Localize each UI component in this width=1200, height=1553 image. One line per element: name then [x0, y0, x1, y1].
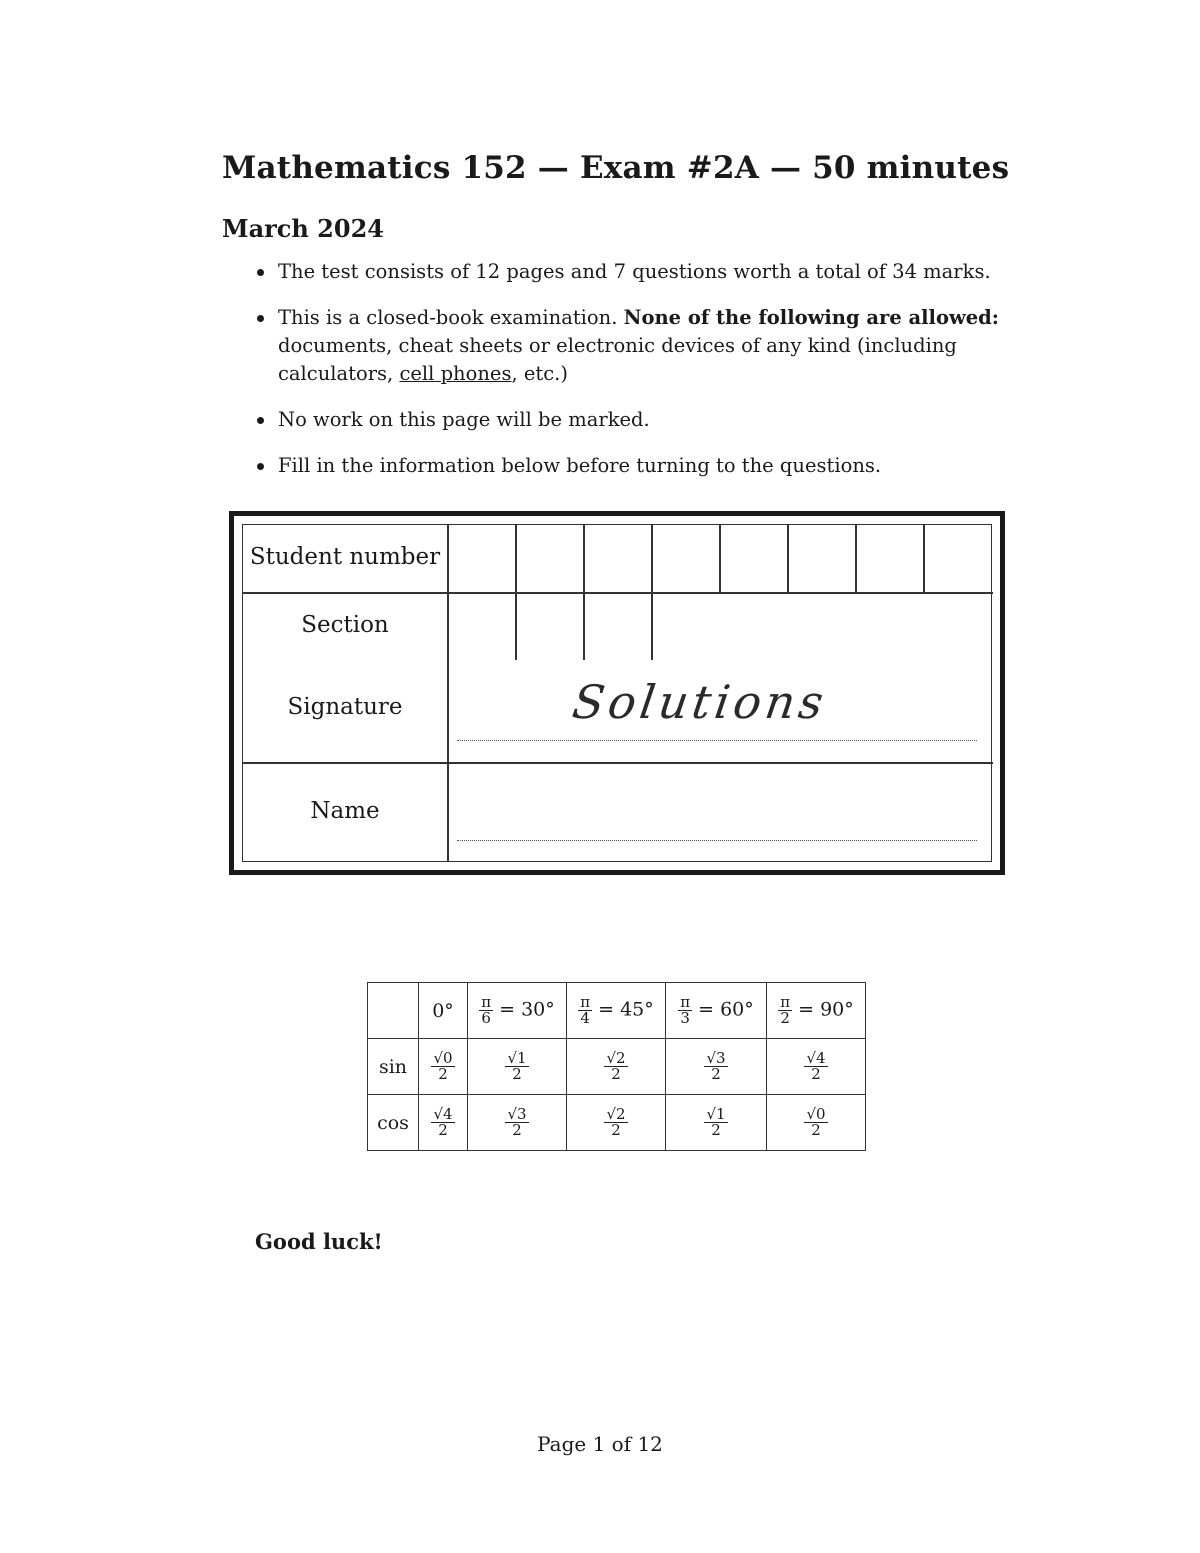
header-angle: 0°	[432, 999, 454, 1022]
good-luck-text: Good luck!	[255, 1229, 383, 1254]
table-cell	[767, 1095, 866, 1151]
signature-handwriting: Solutions	[569, 675, 831, 729]
fraction-denominator: 2	[711, 1121, 721, 1139]
student-number-cell-divider	[787, 525, 789, 592]
student-info-box	[229, 511, 1005, 875]
instruction-underlined-text: cell phones	[399, 362, 512, 385]
fraction-numerator: π	[780, 993, 791, 1011]
table-cell	[666, 1095, 767, 1151]
student-number-cell-divider	[651, 525, 653, 592]
table-cell	[666, 1039, 767, 1095]
table-cell	[468, 1039, 567, 1095]
student-number-label: Student number	[249, 544, 441, 570]
header-fraction	[578, 995, 592, 1026]
value-fraction	[604, 1051, 627, 1082]
header-fraction	[479, 995, 493, 1026]
table-cell	[419, 1095, 468, 1151]
instruction-text: Fill in the information below before turning to the questions.	[278, 454, 882, 477]
header-angle: = 90°	[798, 998, 854, 1021]
value-fraction	[604, 1107, 627, 1138]
instruction-item	[255, 258, 1025, 286]
signature-label: Signature	[287, 694, 403, 720]
fraction-numerator: √4	[433, 1105, 453, 1123]
label-column-divider	[447, 525, 449, 861]
table-header-cell	[767, 983, 866, 1039]
section-cell-divider	[651, 592, 653, 660]
fraction-numerator: √2	[606, 1049, 626, 1067]
row-label: sin	[368, 1039, 419, 1095]
fraction-numerator: √0	[433, 1049, 453, 1067]
instructions-list	[255, 258, 1025, 498]
value-fraction	[804, 1107, 827, 1138]
signature-row-divider	[243, 762, 993, 764]
student-number-cell-divider	[515, 525, 517, 592]
table-cell	[419, 1039, 468, 1095]
instruction-text: documents, cheat sheets or electronic devices of any kind (including calculators,	[278, 334, 957, 385]
fraction-denominator: 4	[580, 1009, 590, 1027]
fraction-denominator: 2	[780, 1009, 790, 1027]
fraction-numerator: π	[580, 993, 591, 1011]
fraction-numerator: √1	[507, 1049, 527, 1067]
value-fraction	[704, 1051, 727, 1082]
header-angle: = 60°	[698, 998, 754, 1021]
section-label: Section	[301, 612, 389, 638]
fraction-denominator: 6	[481, 1009, 491, 1027]
fraction-numerator: √0	[806, 1105, 826, 1123]
table-header-cell	[567, 983, 666, 1039]
trig-header-row	[368, 983, 866, 1039]
instruction-text: This is a closed-book examination.	[278, 306, 624, 329]
student-number-cell-divider	[583, 525, 585, 592]
table-cell	[767, 1039, 866, 1095]
fraction-denominator: 3	[680, 1009, 690, 1027]
instruction-text: The test consists of 12 pages and 7 questions worth a total of 34 marks.	[278, 260, 991, 283]
value-fraction	[704, 1107, 727, 1138]
table-header-cell	[468, 983, 567, 1039]
fraction-denominator: 2	[711, 1065, 721, 1083]
fraction-denominator: 2	[438, 1065, 448, 1083]
table-corner-cell	[368, 983, 419, 1039]
fraction-denominator: 2	[438, 1121, 448, 1139]
header-fraction	[778, 995, 792, 1026]
fraction-numerator: √2	[606, 1105, 626, 1123]
section-cell-divider	[515, 592, 517, 660]
table-header-cell	[419, 983, 468, 1039]
exam-date: March 2024	[222, 214, 384, 243]
table-cell	[567, 1095, 666, 1151]
table-header-cell	[666, 983, 767, 1039]
student-info-inner	[242, 524, 992, 862]
fraction-numerator: π	[680, 993, 691, 1011]
row-label: cos	[368, 1095, 419, 1151]
instruction-item	[255, 452, 1025, 480]
instruction-text: No work on this page will be marked.	[278, 408, 650, 431]
fraction-denominator: 2	[611, 1121, 621, 1139]
value-fraction	[431, 1107, 454, 1138]
value-fraction	[804, 1051, 827, 1082]
fraction-denominator: 2	[512, 1121, 522, 1139]
trig-row-sin	[368, 1039, 866, 1095]
fraction-numerator: √4	[806, 1049, 826, 1067]
header-angle: = 30°	[499, 998, 555, 1021]
fraction-denominator: 2	[811, 1065, 821, 1083]
fraction-numerator: π	[481, 993, 492, 1011]
value-fraction	[431, 1051, 454, 1082]
student-number-row-divider	[243, 592, 993, 594]
header-angle: = 45°	[598, 998, 654, 1021]
table-cell	[468, 1095, 567, 1151]
fraction-numerator: √3	[507, 1105, 527, 1123]
instruction-text: , etc.)	[511, 362, 568, 385]
fraction-numerator: √1	[706, 1105, 726, 1123]
signature-dotted-line[interactable]	[457, 740, 977, 741]
section-cell-divider	[583, 592, 585, 660]
instruction-bold-text: None of the following are allowed:	[623, 306, 999, 329]
student-number-cell-divider	[719, 525, 721, 592]
value-fraction	[505, 1107, 528, 1138]
student-number-cell-divider	[923, 525, 925, 592]
name-dotted-line[interactable]	[457, 840, 977, 841]
header-fraction	[678, 995, 692, 1026]
instruction-item	[255, 304, 1025, 388]
fraction-numerator: √3	[706, 1049, 726, 1067]
name-label: Name	[310, 798, 380, 824]
trig-row-cos	[368, 1095, 866, 1151]
student-number-cell-divider	[855, 525, 857, 592]
value-fraction	[505, 1051, 528, 1082]
instruction-item	[255, 406, 1025, 434]
fraction-denominator: 2	[811, 1121, 821, 1139]
table-cell	[567, 1039, 666, 1095]
trig-values-table	[367, 982, 866, 1151]
exam-title: Mathematics 152 — Exam #2A — 50 minutes	[222, 150, 1010, 186]
fraction-denominator: 2	[512, 1065, 522, 1083]
fraction-denominator: 2	[611, 1065, 621, 1083]
page-footer: Page 1 of 12	[537, 1432, 663, 1456]
